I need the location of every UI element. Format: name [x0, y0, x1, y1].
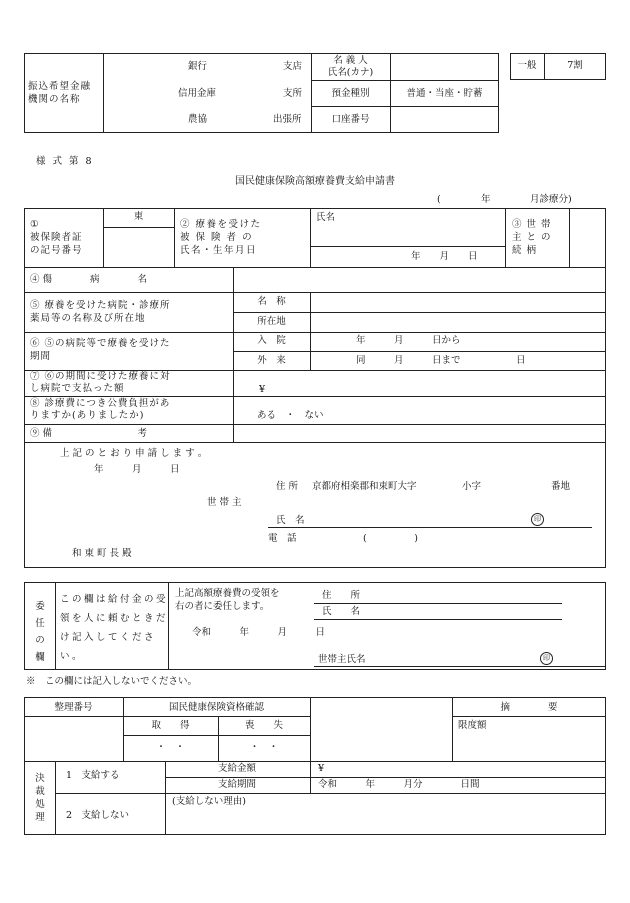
hospital-name-label: 名 称 [257, 296, 286, 307]
injury-label: ④ 傷 病 名 [30, 274, 148, 285]
apply-banchi: 番地 [551, 481, 571, 492]
delegate-note: この欄は給付金の受領を人に頼むときだけ記入してください。 [60, 594, 169, 662]
amount-yen: ¥ [318, 763, 325, 774]
page-title: 国民健康保険高額療養費支給申請書 [235, 176, 395, 187]
apply-phone: ( ) [363, 533, 418, 544]
patient-birth: 年 月 日 [411, 251, 478, 262]
divider [103, 53, 104, 133]
limit-label: 限度額 [458, 720, 487, 731]
addr-line [314, 603, 562, 604]
delegate-seal-icon: 印 [540, 652, 553, 665]
pay-label: 1 支給する [66, 770, 120, 781]
apply-address-label: 住 所 [276, 481, 299, 492]
acquire-dots: ・ ・ [156, 742, 185, 753]
delegate-text: 上記高額療養費の受領を 右の者に委任します。 [175, 588, 280, 612]
notice-text: ※ この欄には記入しないでください。 [26, 676, 198, 687]
delegate-name: 氏 名 [322, 606, 361, 617]
divider [55, 793, 606, 794]
divider [24, 396, 606, 397]
category-label: 一般 [517, 60, 537, 71]
ref-no-label: 整理番号 [54, 702, 93, 713]
patient-label: ② 療養を受けた 被 保 険 者 の 氏名・生年月日 [180, 219, 262, 256]
period-to: 同 月 日まで [356, 355, 461, 366]
bank-branch2: 支所 [283, 88, 303, 99]
divider [24, 424, 606, 425]
divider [24, 332, 606, 333]
bank-nokyo: 農協 [188, 114, 208, 125]
delegate-addr: 住 所 [322, 590, 361, 601]
divider [569, 208, 570, 267]
reason-label: (支給しない理由) [172, 796, 246, 807]
acquire-label: 取 得 [151, 720, 190, 731]
seal-icon: 印 [531, 513, 544, 526]
signature-line [268, 527, 592, 528]
divider [311, 80, 499, 81]
inpatient-label: 入 院 [257, 335, 286, 346]
period-open: ( [437, 194, 441, 205]
form-number: 様 式 第 8 [36, 156, 94, 167]
deposit-type-label: 預金種別 [331, 88, 370, 99]
public-label: ⑧ 診療費につき公費負担があ りますか(ありましたか) [30, 398, 171, 421]
divider [310, 246, 505, 247]
divider [24, 292, 606, 293]
apply-phone-label: 電 話 [268, 533, 297, 544]
divider [123, 735, 310, 736]
divider [310, 292, 311, 370]
lose-label: 喪 失 [244, 720, 283, 731]
account-no-label: 口座番号 [331, 114, 370, 125]
apply-koaza: 小字 [462, 481, 482, 492]
deposit-types: 普通・当座・貯蓄 [406, 88, 483, 99]
lose-dots: ・ ・ [249, 742, 279, 753]
bank-branch: 支店 [283, 61, 303, 72]
hospital-label: ⑤ 療養を受けた病院・診療所 薬局等の名称及び所在地 [30, 300, 171, 324]
pay-period-value: 令和 年 月分 日間 [318, 779, 480, 790]
period-days: 日 [516, 355, 526, 366]
divider [233, 312, 606, 313]
divider [24, 761, 606, 762]
divider [103, 227, 174, 228]
holder-label: 名 義 人 氏名(カナ) [327, 55, 374, 78]
divider [505, 208, 506, 267]
check-label: 国民健康保険資格確認 [168, 702, 264, 713]
bank-branch3: 出張所 [273, 114, 302, 125]
divider [310, 697, 311, 761]
apply-householder: 世 帯 主 [207, 497, 242, 508]
category-value: 7割 [567, 60, 583, 71]
period-month: 月診療分) [530, 194, 572, 205]
apply-mayor: 和 東 町 長 殿 [72, 548, 132, 559]
bank-shinkin: 信用金庫 [178, 88, 217, 99]
no-pay-label: 2 支給しない [66, 810, 130, 821]
insured-label: ① 被保険者証 の記号番号 [30, 219, 83, 256]
decision-label: 決裁処理 [35, 773, 45, 823]
apply-date: 年 月 日 [94, 464, 180, 475]
public-answer: ある ・ ない [257, 410, 324, 421]
remarks-label: ⑨ 備 考 [30, 428, 148, 439]
householder-line [314, 666, 606, 667]
period-year: 年 [481, 194, 491, 205]
paid-label: ⑦ ⑥の期間に受けた療養に対 し病院で支払った額 [30, 371, 171, 394]
bank-label: 振込希望金融機関の名称 [28, 81, 92, 105]
divider [24, 267, 606, 268]
divider [233, 351, 606, 352]
delegate-date: 令和 年 月 日 [192, 627, 326, 638]
divider [174, 208, 175, 267]
relation-label: ③ 世 帯 主 と の 続 柄 [512, 219, 552, 256]
name-line [314, 619, 562, 620]
amount-label: 支給金額 [218, 763, 257, 774]
hospital-addr-label: 所在地 [257, 316, 286, 327]
period-from: 年 月 日から [356, 335, 461, 346]
divider [55, 582, 56, 670]
apply-address: 京都府相楽郡和束町大字 [312, 481, 417, 492]
divider [310, 208, 311, 267]
delegate-householder: 世帯主氏名 [318, 654, 366, 665]
divider [311, 106, 499, 107]
divider [165, 761, 166, 835]
pay-period-label: 支給期間 [218, 779, 257, 790]
period-label: ⑥ ⑤の病院等で療養を受けた 期間 [30, 338, 171, 362]
divider [24, 716, 310, 717]
bank-bank: 銀行 [188, 61, 208, 72]
apply-statement: 上 記 の と お り 申 請 し ま す 。 [60, 448, 208, 459]
outpatient-label: 外 来 [257, 355, 286, 366]
patient-name-label: 氏名 [316, 212, 336, 223]
insured-symbol: 東 [133, 211, 144, 222]
divider [452, 716, 606, 717]
divider [168, 582, 169, 670]
summary-label: 摘 要 [500, 702, 558, 713]
divider [165, 777, 606, 778]
delegate-label: 委任の欄 [35, 601, 45, 663]
divider [55, 761, 56, 835]
apply-name-label: 氏 名 [276, 515, 305, 526]
divider [24, 442, 606, 443]
paid-yen: ¥ [259, 384, 266, 395]
